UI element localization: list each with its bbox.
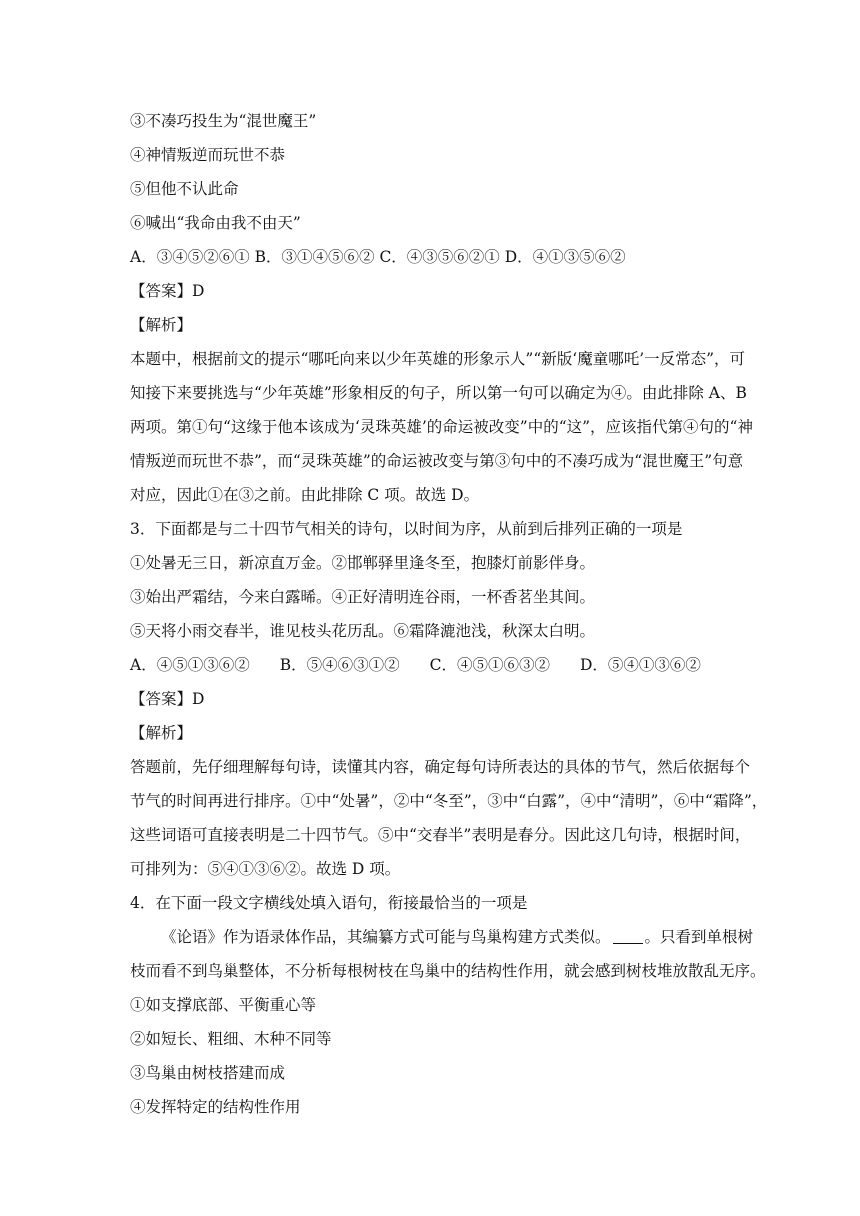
q4-passage-part1: 《论语》作为语录体作品，其编纂方式可能与鸟巢构建方式类似。 [161, 928, 611, 946]
q2-analysis-line: 知接下来要挑选与“少年英雄”形象相反的句子，所以第一句可以确定为④。由此排除 A、B [130, 384, 747, 402]
q2-item-4: ④神情叛逆而玩世不恭 [130, 146, 286, 164]
q4-passage-line [130, 920, 754, 954]
q2-options: A．③④⑤②⑥① B．③①④⑤⑥② C．④③⑤⑥②① D．④①③⑤⑥② [130, 248, 626, 266]
q3-options [130, 648, 730, 682]
q4-fill-blank [613, 925, 643, 944]
q4-stem: 4．在下面一段文字横线处填入语句，衔接最恰当的一项是 [130, 894, 528, 912]
q4-item-1: ①如支撑底部、平衡重心等 [130, 996, 317, 1014]
q4-passage-part2: 。只看到单根树 [644, 928, 754, 946]
q2-analysis-label: 【解析】 [130, 316, 193, 334]
q3-option-d: D．⑤④①③⑥② [579, 656, 701, 674]
q3-option-b: B．⑤④⑥③①② [279, 656, 400, 674]
q3-option-a: A．④⑤①③⑥② [130, 656, 250, 674]
q4-item-4: ④发挥特定的结构性作用 [130, 1098, 301, 1116]
q3-analysis-line: 节气的时间再进行排序。①中“处暑”，②中“冬至”，③中“白露”，④中“清明”，⑥中“霜降”， [130, 792, 768, 810]
q2-item-6: ⑥喊出“我命由我不由天” [130, 214, 301, 232]
q4-passage-line: 枝而看不到鸟巢整体，不分析每根树枝在鸟巢中的结构性作用，就会感到树枝堆放散乱无序。 [130, 962, 766, 980]
q4-item-3: ③鸟巢由树枝搭建而成 [130, 1064, 286, 1082]
q3-poem-line: ⑤天将小雨交春半，谁见枝头花历乱。⑥霜降漉池浅，秋深太白明。 [130, 622, 596, 640]
q3-answer: 【答案】D [130, 690, 205, 708]
q2-answer: 【答案】D [130, 282, 205, 300]
q3-analysis-line: 这些词语可直接表明是二十四节气。⑤中“交春半”表明是春分。因此这几句诗，根据时间， [130, 826, 751, 844]
q3-poem-line: ①处暑无三日，新凉直万金。②邯郸驿里逢冬至，抱膝灯前影伴身。 [130, 554, 596, 572]
q2-item-3: ③不凑巧投生为“混世魔王” [130, 112, 317, 130]
q2-analysis-line: 本题中，根据前文的提示“哪吒向来以少年英雄的形象示人”“新版‘魔童哪吒’一反常态”，可 [130, 350, 746, 368]
q2-analysis-line: 情叛逆而玩世不恭”，而“灵珠英雄”的命运被改变与第③句中的不凑巧成为“混世魔王”句意 [130, 452, 744, 470]
q2-analysis-line: 对应，因此①在③之前。由此排除 C 项。故选 D。 [130, 486, 480, 504]
q2-analysis-line: 两项。第①句“这缘于他本该成为‘灵珠英雄’的命运被改变”中的“这”，应该指代第④句的“神 [130, 418, 753, 436]
document-page [130, 104, 768, 1124]
q4-item-2: ②如短长、粗细、木种不同等 [130, 1030, 332, 1048]
q3-analysis-line: 可排列为：⑤④①③⑥②。故选 D 项。 [130, 860, 401, 878]
q2-item-5: ⑤但他不认此命 [130, 180, 239, 198]
q3-option-c: C．④⑤①⑥③② [429, 656, 550, 674]
q3-analysis-label: 【解析】 [130, 724, 193, 742]
q3-stem: 3．下面都是与二十四节气相关的诗句，以时间为序，从前到后排列正确的一项是 [130, 520, 683, 538]
q3-analysis-line: 答题前，先仔细理解每句诗，读懂其内容，确定每句诗所表达的具体的节气，然后依据每个 [130, 758, 751, 776]
q3-poem-line: ③始出严霜结，今来白露晞。④正好清明连谷雨，一杯香茗坐其间。 [130, 588, 596, 606]
